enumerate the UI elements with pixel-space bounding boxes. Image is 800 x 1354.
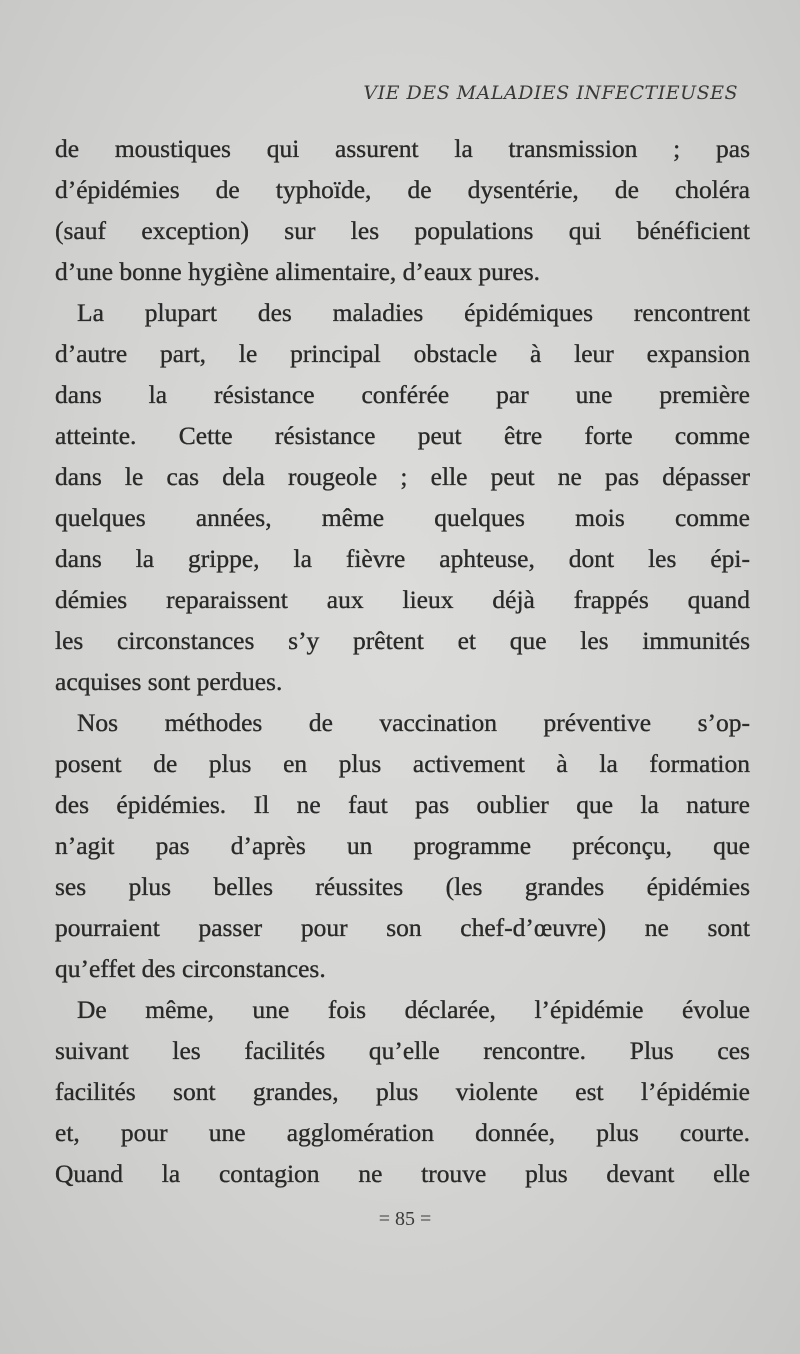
text-line: des épidémies. Il ne faut pas oublier que la nature — [55, 790, 750, 819]
text-line: dans la grippe, la fièvre aphteuse, dont les épi- — [55, 544, 750, 573]
text-line: Nos méthodes de vaccination préventive s’op- — [77, 708, 750, 737]
text-line: n’agit pas d’après un programme préconçu, que — [55, 831, 750, 860]
text-line: les circonstances s’y prêtent et que les immunités — [55, 626, 750, 655]
text-line: acquises sont perdues. — [55, 667, 283, 696]
text-line: dans la résistance conférée par une première — [55, 380, 750, 409]
text-line: d’épidémies de typhoïde, de dysentérie, de choléra — [55, 175, 750, 204]
page-number: = 85 = — [378, 1208, 432, 1230]
body-text — [55, 128, 750, 1194]
text-line: suivant les facilités qu’elle rencontre. Plus ces — [55, 1036, 750, 1065]
text-line: dans le cas dela rougeole ; elle peut ne pas dépasser — [55, 462, 750, 491]
text-line: d’une bonne hygiène alimentaire, d’eaux pures. — [55, 257, 541, 286]
text-line: quelques années, même quelques mois comme — [55, 503, 750, 532]
text-line: Quand la contagion ne trouve plus devant elle — [55, 1159, 750, 1188]
text-line: De même, une fois déclarée, l’épidémie évolue — [77, 995, 750, 1024]
text-line: posent de plus en plus activement à la formation — [55, 749, 750, 778]
text-line: facilités sont grandes, plus violente est l’épidémie — [55, 1077, 750, 1106]
text-line: de moustiques qui assurent la transmission ; pas — [55, 134, 750, 163]
text-line: et, pour une agglomération donnée, plus courte. — [55, 1118, 750, 1147]
text-line: pourraient passer pour son chef-d’œuvre) ne sont — [55, 913, 750, 942]
paragraph — [55, 128, 750, 292]
paragraph — [55, 702, 750, 989]
text-line: (sauf exception) sur les populations qui bénéficient — [55, 216, 750, 245]
paragraph — [55, 989, 750, 1194]
running-head: VIE DES MALADIES INFECTIEUSES — [363, 82, 738, 104]
text-line: qu’effet des circonstances. — [55, 954, 326, 983]
text-line: La plupart des maladies épidémiques rencontrent — [77, 298, 750, 327]
text-line: ses plus belles réussites (les grandes épidémies — [55, 872, 750, 901]
text-line: démies reparaissent aux lieux déjà frappés quand — [55, 585, 750, 614]
text-line: d’autre part, le principal obstacle à leur expansion — [55, 339, 750, 368]
text-line: atteinte. Cette résistance peut être forte comme — [55, 421, 750, 450]
paragraph — [55, 292, 750, 702]
